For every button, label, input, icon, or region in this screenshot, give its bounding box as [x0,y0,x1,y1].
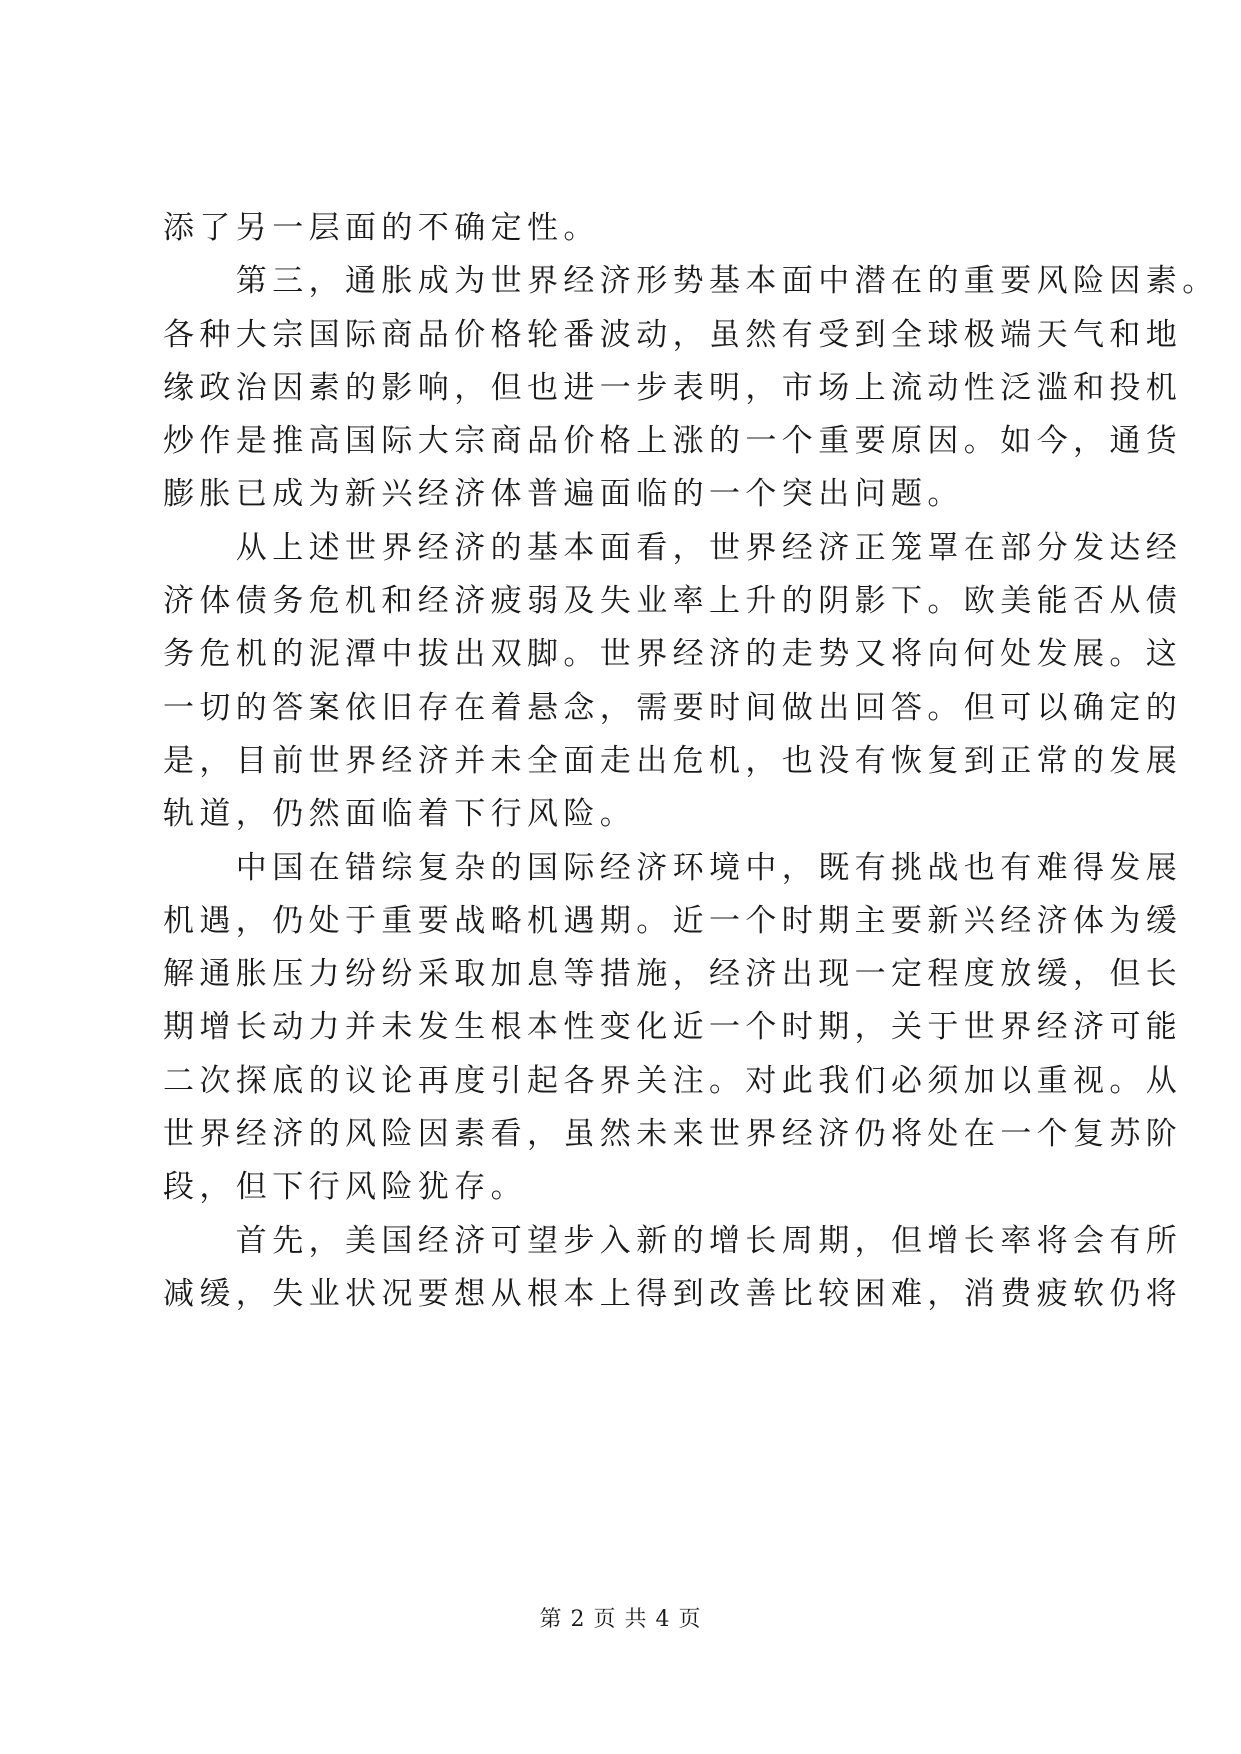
text-line: 第三，通胀成为世界经济形势基本面中潜在的重要风险因素。 [163,263,1219,300]
text-line: 解通胀压力纷纷采取加息等措施，经济出现一定程度放缓，但长 [163,956,1183,993]
text-line: 各种大宗国际商品价格轮番波动，虽然有受到全球极端天气和地 [163,316,1183,353]
text-line: 缘政治因素的影响，但也进一步表明，市场上流动性泛滥和投机 [163,369,1183,406]
text-line: 机遇，仍处于重要战略机遇期。近一个时期主要新兴经济体为缓 [163,902,1183,939]
text-line: 段，但下行风险犹存。 [163,1169,527,1206]
text-line: 减缓，失业状况要想从根本上得到改善比较困难，消费疲软仍将 [163,1275,1183,1312]
text-line: 轨道，仍然面临着下行风险。 [163,796,637,833]
text-line: 膨胀已成为新兴经济体普遍面临的一个突出问题。 [163,476,964,513]
text-line: 从上述世界经济的基本面看，世界经济正笼罩在部分发达经 [163,529,1183,566]
text-line: 中国在错综复杂的国际经济环境中，既有挑战也有难得发展 [163,849,1183,886]
text-line: 炒作是推高国际大宗商品价格上涨的一个重要原因。如今，通货 [163,423,1183,460]
text-line: 首先，美国经济可望步入新的增长周期，但增长率将会有所 [163,1222,1183,1259]
page-number-footer: 第 2 页 共 4 页 [539,1607,702,1632]
body-text [163,202,1219,1321]
text-line: 济体债务危机和经济疲弱及失业率上升的阴影下。欧美能否从债 [163,583,1183,620]
text-line: 务危机的泥潭中拔出双脚。世界经济的走势又将向何处发展。这 [163,636,1183,673]
text-line: 添了另一层面的不确定性。 [163,210,600,246]
text-line: 二次探底的议论再度引起各界关注。对此我们必须加以重视。从 [163,1062,1183,1099]
text-line: 一切的答案依旧存在着悬念，需要时间做出回答。但可以确定的 [163,689,1183,726]
text-line: 世界经济的风险因素看，虽然未来世界经济仍将处在一个复苏阶 [163,1116,1183,1153]
text-line: 是，目前世界经济并未全面走出危机，也没有恢复到正常的发展 [163,742,1183,779]
text-line: 期增长动力并未发生根本性变化近一个时期，关于世界经济可能 [163,1009,1183,1046]
